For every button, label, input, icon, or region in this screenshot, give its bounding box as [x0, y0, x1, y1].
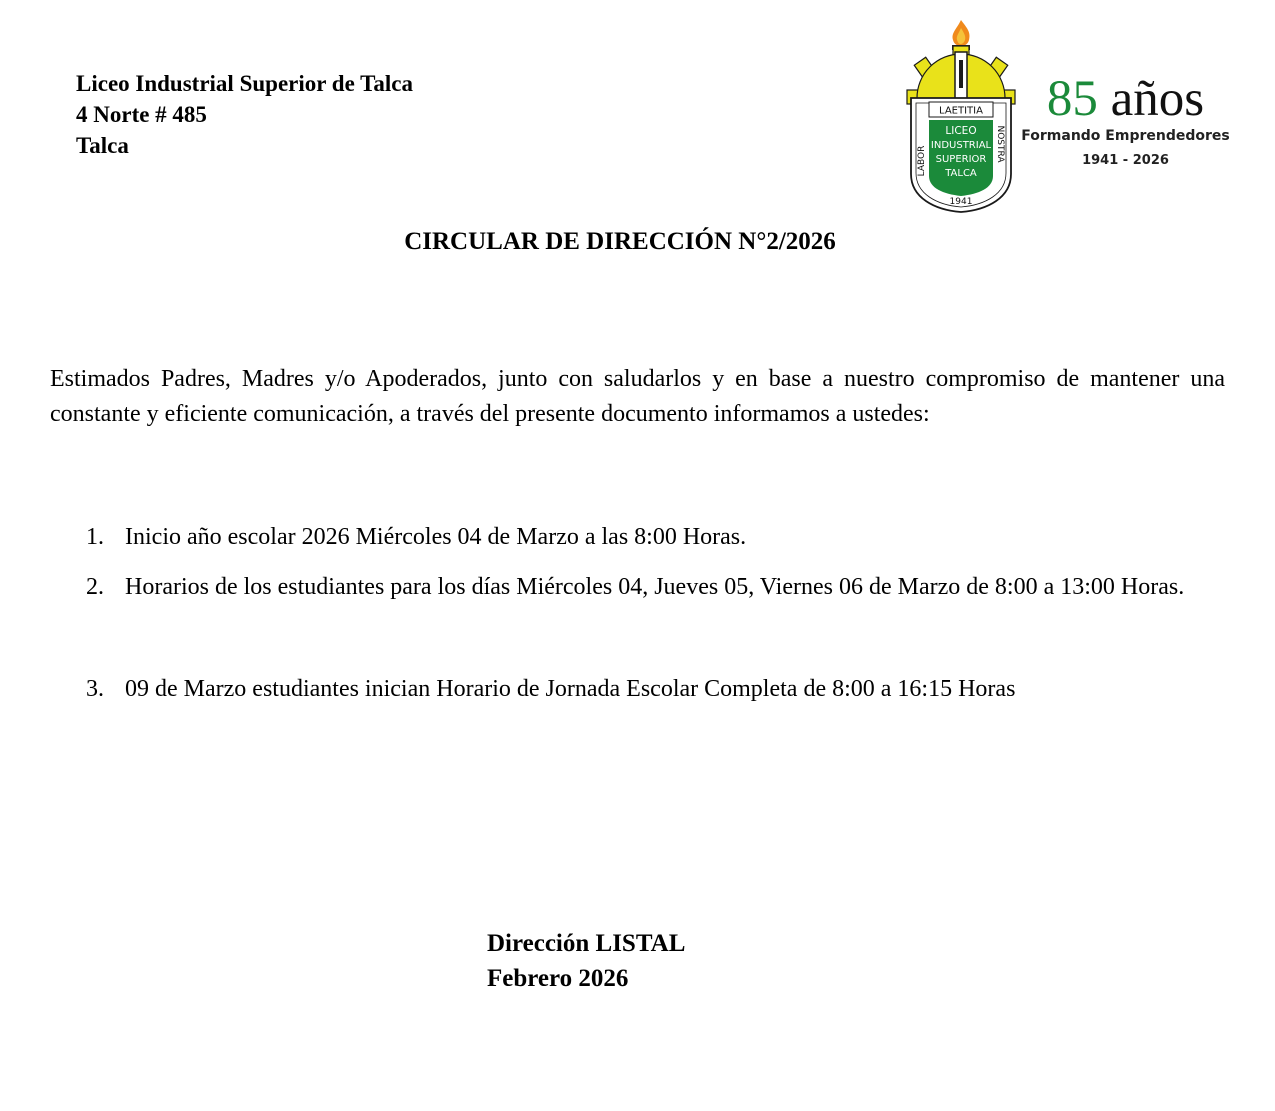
list-item-number: 1.	[86, 524, 104, 550]
crest-line-4: TALCA	[945, 168, 977, 179]
crest-line-3: SUPERIOR	[935, 154, 987, 165]
intro-paragraph: Estimados Padres, Madres y/o Apoderados, junto con saludarlos y en base a nuestro compromiso de mantener una constante y eficiente comunicación, a través del presente documento informamos a ustedes:	[50, 366, 1225, 427]
list-item-text: Inicio año escolar 2026 Miércoles 04 de Marzo a las 8:00 Horas.	[125, 524, 747, 550]
anniversary-word: años	[1110, 71, 1205, 127]
school-crest-icon	[903, 16, 1019, 216]
crest-right-word: NOSTRA	[995, 125, 1005, 163]
crest-line-2: INDUSTRIAL	[930, 140, 992, 151]
school-address: 4 Norte # 485	[76, 102, 207, 127]
anniversary-number: 85	[1046, 71, 1098, 127]
sender-block	[76, 68, 413, 161]
signature-block	[487, 926, 685, 996]
crest-founded: 1941	[949, 197, 973, 207]
crest-banner-text: LAETITIA	[939, 105, 983, 117]
anniversary-years: 1941 - 2026	[1082, 153, 1169, 168]
anniversary-badge	[1018, 72, 1233, 168]
document-title: CIRCULAR DE DIRECCIÓN N°2/2026	[404, 228, 836, 255]
list-item-number: 3.	[86, 676, 104, 702]
list-item-text: Horarios de los estudiantes para los días Miércoles 04, Jueves 05, Viernes 06 de Marzo de 8:00 a 13:00 Horas.	[125, 574, 1185, 600]
crest-left-word: LABOR	[917, 145, 927, 177]
signature-date: Febrero 2026	[487, 965, 629, 992]
signature-office: Dirección LISTAL	[487, 930, 686, 957]
crest-line-1: LICEO	[945, 125, 977, 137]
anniversary-heading	[1018, 72, 1233, 126]
list-item-text: 09 de Marzo estudiantes inician Horario de Jornada Escolar Completa de 8:00 a 16:15 Horas	[125, 676, 1016, 702]
anniversary-tagline: Formando Emprendedores	[1021, 128, 1230, 144]
school-name: Liceo Industrial Superior de Talca	[76, 71, 413, 96]
list-item-number: 2.	[86, 574, 104, 600]
school-city: Talca	[76, 133, 129, 158]
